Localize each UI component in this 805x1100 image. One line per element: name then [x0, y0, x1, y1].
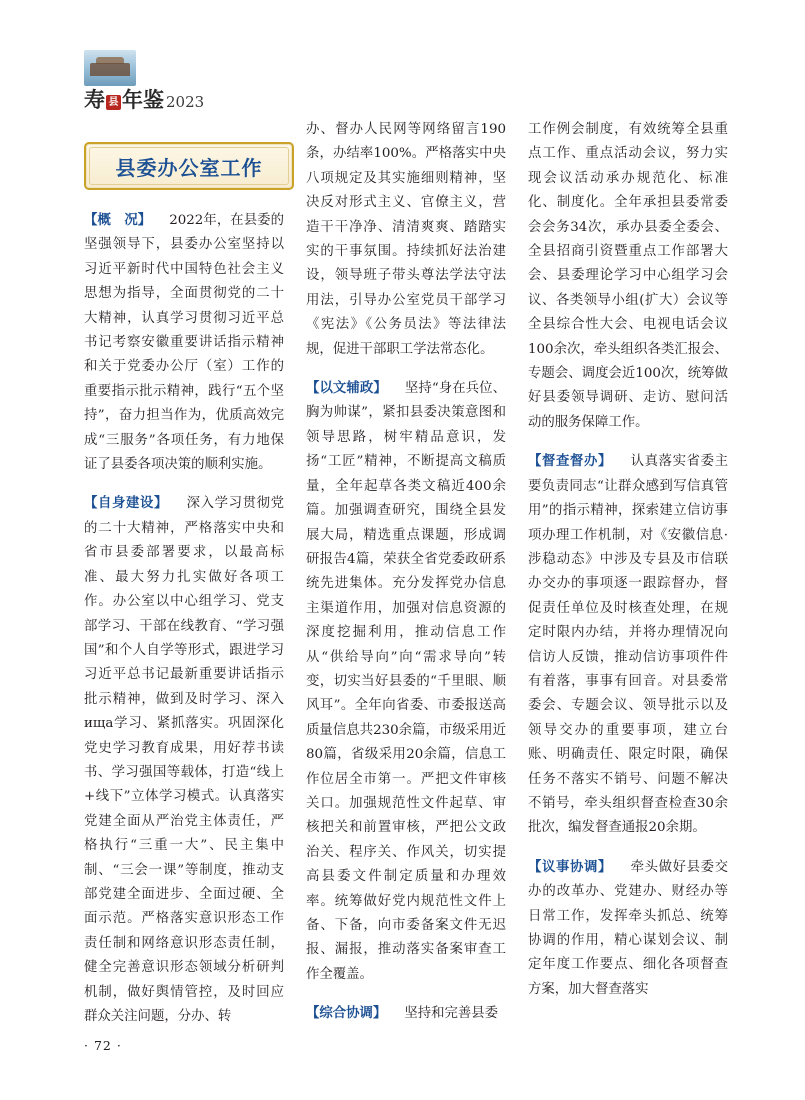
paragraph: [306, 118, 506, 362]
section-title-inner: [89, 147, 289, 185]
page-number: · 72 ·: [84, 1038, 122, 1053]
masthead: [84, 50, 314, 112]
paragraph: [528, 855, 728, 1002]
paragraph-text: 深入学习贯彻党的二十大精神，严格落实中央和省市县委部署要求，以最高标准、最大努力扎实做好各项工作。办公室以中心组学习、党支部学习、干部在线教育、“学习强国”和个人自学等形式，跟进学习习近平总书记最新重要讲话指示批示精神，做到及时学习、深入ища学习、紧抓落实。巩固深化党史学习教育成果，用好荐书读书、学习强国等载体，打造“线上+线下”立体学习模式。认真落实党建全面从严治党主体责任，严格执行“三重一大”、民主集中制、“三会一课”等制度，推动支部党建全面进步、全面过硬、全面示范。严格落实意识形态工作责任制和网络意识形态责任制，健全完善意识形态领域分析研判机制，做好舆情管控，及时回应群众关注问题，分办、转: [84, 496, 284, 1024]
book-cover-icon: [84, 50, 136, 86]
text-column-1: [84, 208, 284, 1043]
paragraph-text: 2022年，在县委的坚强领导下，县委办公室坚持以习近平新时代中国特色社会主义思想为指导，全面贯彻党的二十大精神，认真学习贯彻习近平总书记考察安徽重要讲话指示精神和关于党委办公厅（室）工作的重要指示批示精神，践行“五个坚持”，奋力担当作为，优质高效完成“三服务”各项任务，有力地保证了县委各项决策的顺利实施。: [84, 213, 285, 473]
paragraph-heading: 【自身建设】: [84, 495, 168, 512]
masthead-title: [84, 84, 204, 114]
paragraph: [306, 376, 506, 987]
paragraph-heading: 【综合协调】: [306, 1005, 387, 1022]
paragraph: [84, 208, 284, 477]
masthead-title-suffix: 年鉴: [122, 87, 164, 112]
paragraph-heading: 【以文辅政】: [306, 380, 387, 397]
paragraph: [528, 449, 728, 841]
paragraph-text: 坚持和完善县委: [404, 1006, 499, 1022]
paragraph: [84, 491, 284, 1029]
masthead-title-prefix: 寿: [84, 87, 105, 112]
text-column-2: [306, 118, 506, 1041]
paragraph: [528, 118, 728, 435]
paragraph-text: 工作例会制度，有效统筹全县重点工作、重点活动会议，努力实现会议活动承办规范化、标准化、制度化。全年承担县委常委会会务34次，承办县委全委会、全县招商引资暨重点工作部署大会、县委理论学习中心组学习会议、各类领导小组(扩大）会议等全县综合性大会、电视电话会议100余次，牵头组织各类汇报会、专题会、调度会近100次，统筹做好县委领导调研、走访、慰问活动的服务保障工作。: [528, 122, 728, 430]
text-column-3: [528, 118, 728, 1016]
paragraph-text: 认真落实省委主要负责同志“让群众感到写信真管用”的指示精神，探索建立信访事项办理工作机制，对《安徽信息·涉稳动态》中涉及专县及市信联办交办的事项逐一跟踪督办，督促责任单位及时核查处理，在规定时限内办结，并将办理情况向信访人反馈，推动信访事项件件有着落，事事有回音。对县委常委会、专题会议、领导批示以及领导交办的重要事项，建立台账、明确责任、限定时限，确保任务不落实不销号、问题不解决不销号，牵头组织督查检查30余批次，编发督查通报20余期。: [528, 454, 728, 836]
paragraph-heading: 【议事协调】: [528, 858, 612, 875]
paragraph-text: 办、督办人民网等网络留言190条，办结率100%。严格落实中央八项规定及其实施细则精神，坚决反对形式主义、官僚主义，营造干干净净、清清爽爽、踏踏实实的干事氛围。持续抓好法治建设，领导班子带头尊法学法守法用法，引导办公室党员干部学习《宪法》《公务员法》等法律法规，促进干部职工学法常态化。: [306, 122, 506, 357]
paragraph-heading: 【督查督办】: [528, 453, 612, 470]
paragraph: [306, 1001, 506, 1026]
seal-icon: 县: [106, 95, 121, 110]
paragraph-text: 坚持“身在兵位、胸为帅谋”，紧扣县委决策意图和领导思路，树牢精品意识，发扬“工匠”精神，不断提高文稿质量，全年起草各类文稿近400余篇。加强调查研究，围绕全县发展大局，精选重点课题，形成调研报告4篇，荣获全省党委政研系统先进集体。充分发挥党办信息主渠道作用，加强对信息资源的深度挖掘利用，推动信息工作从“供给导向”向“需求导向”转变，切实当好县委的“千里眼、顺风耳”。全年向省委、市委报送高质量信息共230余篇，市级采用近80篇，省级采用20余篇，信息工作位居全市第一。严把文件审核关口。加强规范性文件起草、审核把关和前置审核，严把公文政治关、程序关、作风关，切实提高县委文件制定质量和办理效率。统筹做好党内规范性文件上备、下备，向市委备案文件无迟报、漏报，推动落实备案审查工作全覆盖。: [306, 381, 506, 982]
section-title-box: [84, 142, 294, 190]
masthead-year: 2023: [166, 93, 205, 111]
paragraph-heading: 【概 况】: [84, 212, 152, 228]
page-title: 县委办公室工作: [115, 155, 263, 180]
paragraph-text: 牵头做好县委交办的改革办、党建办、财经办等日常工作，发挥牵头抓总、统筹协调的作用，精心谋划会议、制定年度工作要点、细化各项督查方案，加大督查落实: [528, 859, 728, 997]
